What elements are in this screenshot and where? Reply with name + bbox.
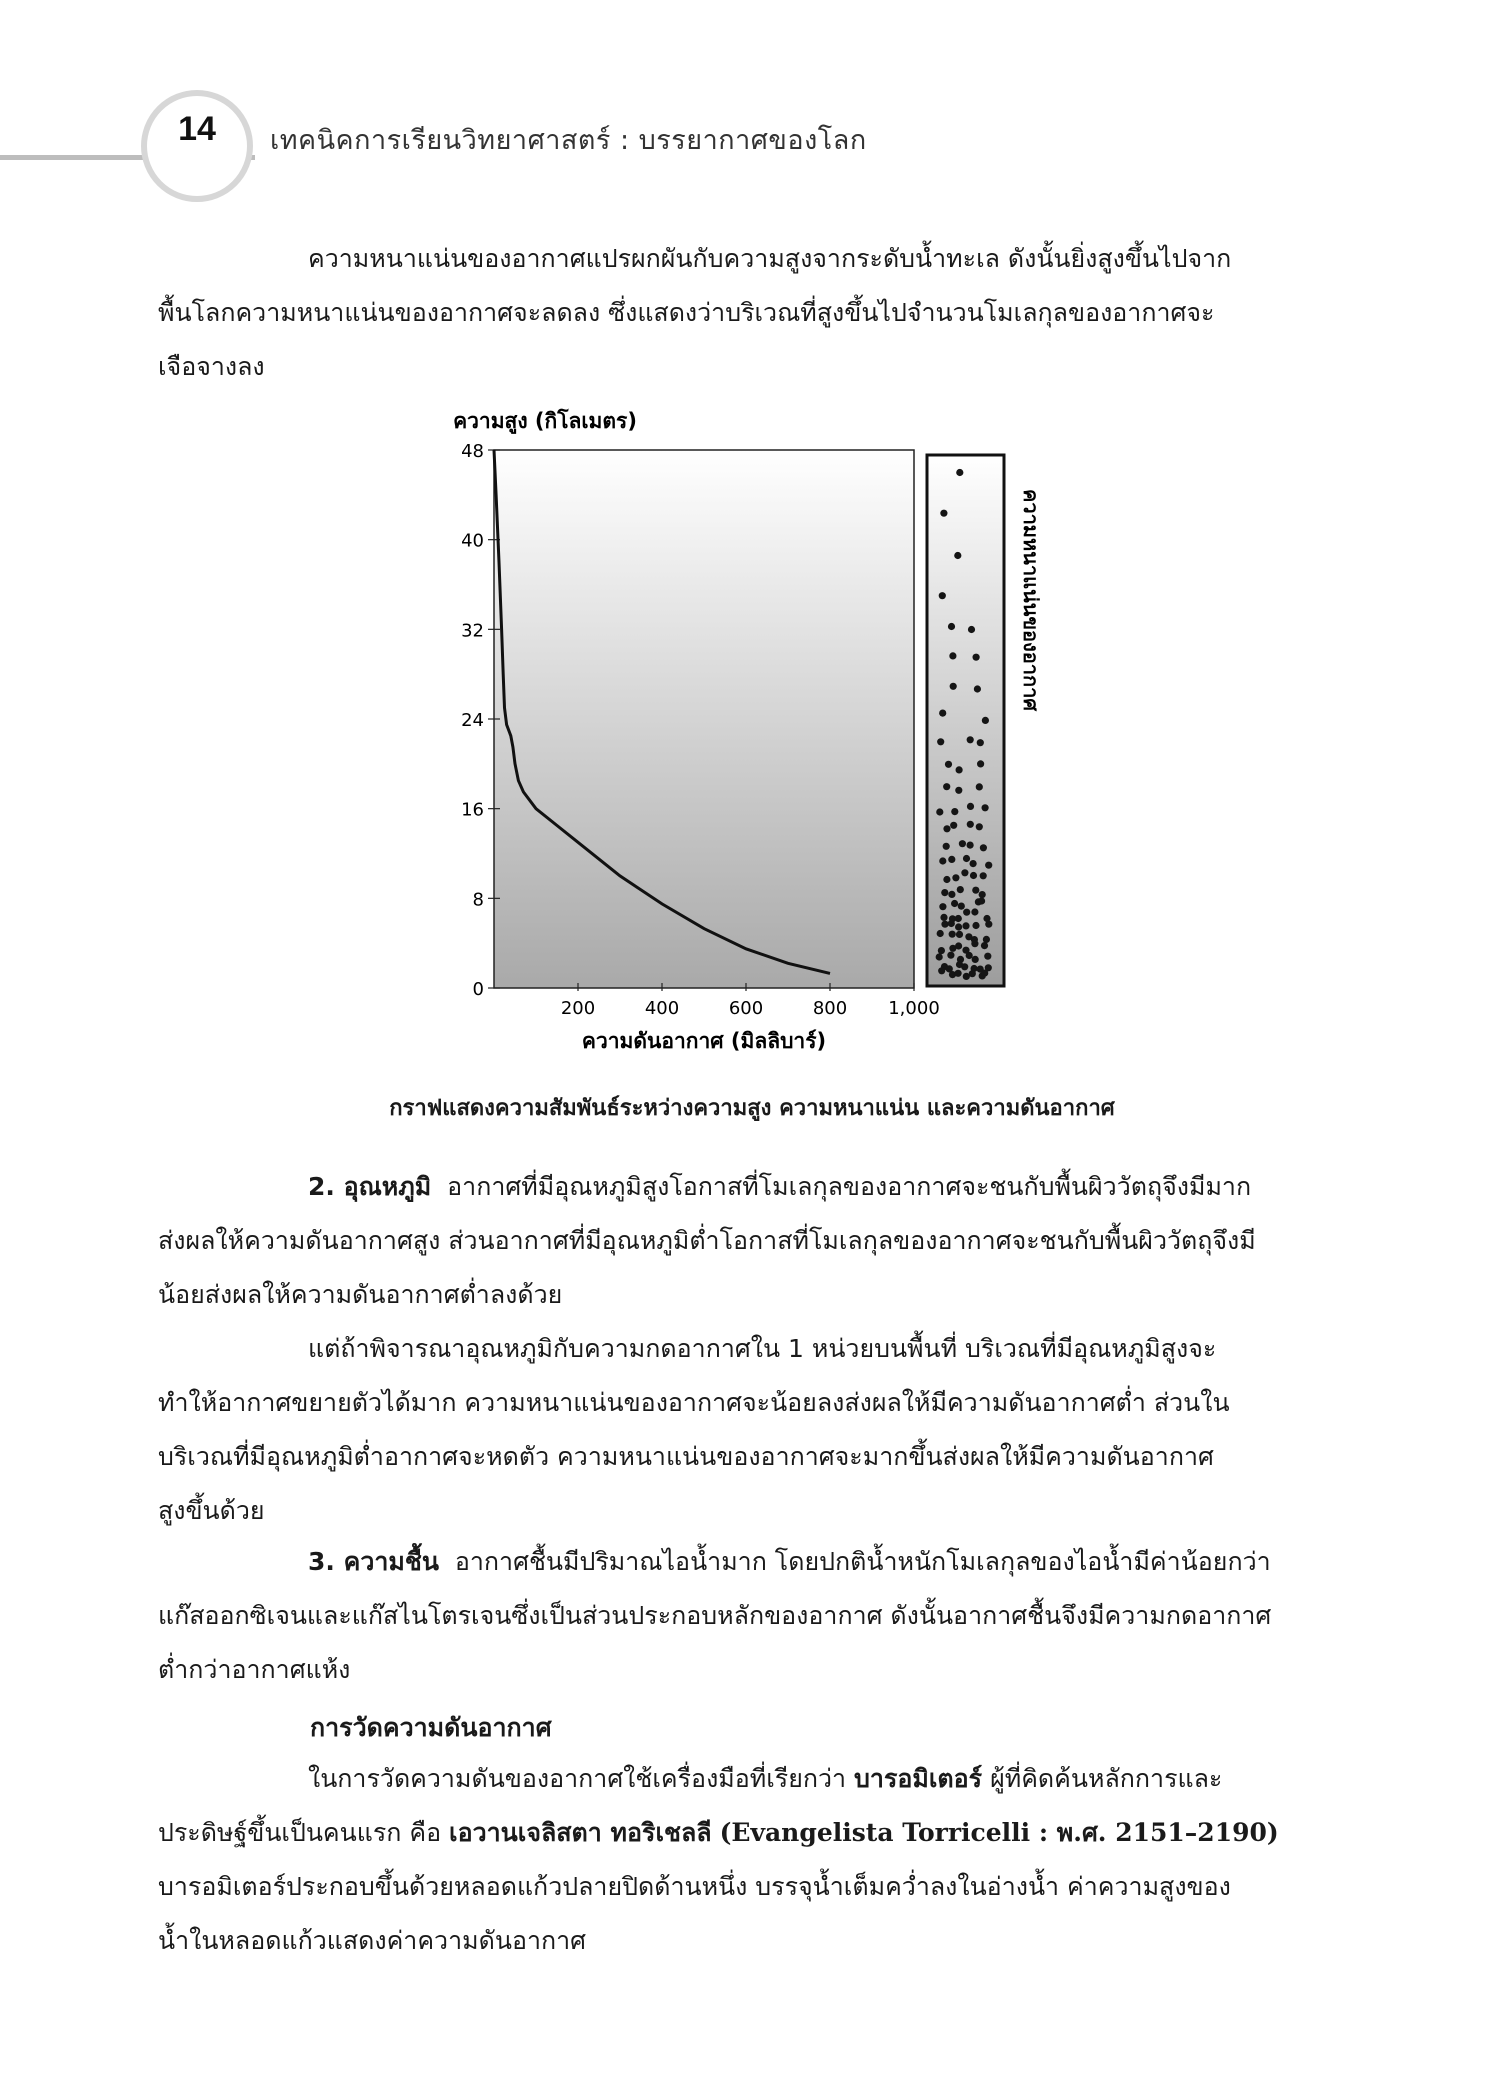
molecule-dot: [957, 886, 964, 893]
section-humidity-title: 3. ความชื้น: [308, 1547, 439, 1576]
section-temperature: [158, 1160, 1340, 1322]
molecule-dot: [961, 869, 968, 876]
molecule-dot: [974, 685, 981, 692]
molecule-dot: [938, 967, 945, 974]
plot-area: [494, 450, 914, 988]
molecule-dot: [963, 909, 970, 916]
molecule-dot: [956, 469, 963, 476]
molecule-dot: [947, 952, 954, 959]
section-humidity-line-2: แก๊สออกซิเจนและแก๊สไนโตรเจนซึ่งเป็นส่วนประกอบหลักของอากาศ ดังนั้นอากาศชื้นจึงมีความกดอากาศ: [158, 1601, 1272, 1630]
figure-caption: กราฟแสดงความสัมพันธ์ระหว่างความสูง ความหนาแน่น และความดันอากาศ: [389, 1096, 1115, 1121]
molecule-dot: [976, 823, 983, 830]
molecule-dot: [943, 825, 950, 832]
x-tick-label: 400: [644, 998, 680, 1019]
molecule-dot: [939, 592, 946, 599]
section-temperature-line-2: ส่งผลให้ความดันอากาศสูง ส่วนอากาศที่มีอุณหภูมิต่ำโอกาสที่โมเลกุลของอากาศจะชนกับพื้นผิววัตถุจึงมี: [158, 1226, 1256, 1255]
intro-line-2: พื้นโลกความหนาแน่นของอากาศจะลดลง ซึ่งแสดงว่าบริเวณที่สูงขึ้นไปจำนวนโมเลกุลของอากาศจะ: [158, 298, 1215, 327]
molecule-dot: [948, 920, 955, 927]
molecule-dot: [955, 915, 962, 922]
molecule-dot: [951, 808, 958, 815]
molecule-dot: [980, 872, 987, 879]
molecule-dot: [937, 930, 944, 937]
molecule-dot: [967, 803, 974, 810]
molecule-dot: [971, 908, 978, 915]
measure-paragraph: [158, 1752, 1340, 1968]
molecule-dot: [936, 953, 943, 960]
molecule-dot: [949, 652, 956, 659]
molecule-dot: [941, 921, 948, 928]
molecule-dot: [983, 936, 990, 943]
molecule-dot: [950, 683, 957, 690]
molecule-dot: [981, 942, 988, 949]
molecule-dot: [948, 623, 955, 630]
density-column: [927, 455, 1004, 986]
molecule-dot: [939, 710, 946, 717]
molecule-dot: [984, 953, 991, 960]
molecule-dot: [954, 552, 961, 559]
temp-p2-line-3: บริเวณที่มีอุณหภูมิต่ำอากาศจะหดตัว ความหนาแน่นของอากาศจะมากขึ้นส่งผลให้มีความดันอากาศ: [158, 1442, 1214, 1471]
temperature-paragraph-2: [158, 1322, 1340, 1538]
x-tick-label: 1,000: [888, 998, 940, 1019]
molecule-dot: [959, 840, 966, 847]
molecule-dot: [968, 626, 975, 633]
page-number: 14: [178, 110, 216, 148]
x-tick-label: 800: [812, 998, 848, 1019]
molecule-dot: [943, 843, 950, 850]
molecule-dot: [952, 874, 959, 881]
molecule-dot: [939, 903, 946, 910]
molecule-dot: [940, 914, 947, 921]
molecule-dot: [970, 872, 977, 879]
y-tick-label: 8: [472, 889, 484, 911]
y-tick-label: 48: [461, 441, 484, 462]
measure-line-1: ในการวัดความดันของอากาศใช้เครื่องมือที่เรียกว่า บารอมิเตอร์ ผู้ที่คิดค้นหลักการและ: [308, 1764, 1223, 1793]
x-tick-label: 600: [728, 998, 764, 1019]
section-temperature-line-3: น้อยส่งผลให้ความดันอากาศต่ำลงด้วย: [158, 1280, 563, 1309]
molecule-dot: [970, 860, 977, 867]
molecule-dot: [972, 887, 979, 894]
molecule-dot: [977, 739, 984, 746]
section-humidity-line-1: 3. ความชื้น อากาศชื้นมีปริมาณไอน้ำมาก โดยปกติน้ำหนักโมเลกุลของไอน้ำมีค่าน้อยกว่า: [308, 1547, 1271, 1576]
molecule-dot: [945, 761, 952, 768]
temp-p2-line-2: ทำให้อากาศขยายตัวได้มาก ความหนาแน่นของอากาศจะน้อยลงส่งผลให้มีความดันอากาศต่ำ ส่วนใน: [158, 1388, 1230, 1417]
molecule-dot: [967, 842, 974, 849]
molecule-dot: [976, 783, 983, 790]
intro-line-3: เจือจางลง: [158, 352, 265, 381]
molecule-dot: [951, 900, 958, 907]
measure-line-2: ประดิษฐ์ขึ้นเป็นคนแรก คือ เอวานเจลิสตา ทอริเชลลี (Evangelista Torricelli : พ.ศ. 2151–2190): [158, 1818, 1279, 1847]
molecule-dot: [955, 923, 962, 930]
molecule-dot: [949, 931, 956, 938]
x-tick-label: 200: [560, 998, 596, 1019]
molecule-dot: [972, 956, 979, 963]
molecule-dot: [943, 876, 950, 883]
molecule-dot: [938, 947, 945, 954]
molecule-dot: [971, 940, 978, 947]
measure-line-4: น้ำในหลอดแก้วแสดงค่าความดันอากาศ: [158, 1926, 587, 1955]
density-label: ความหนาแน่นของอากาศ: [1019, 488, 1043, 712]
molecule-dot: [941, 889, 948, 896]
molecule-dot: [966, 952, 973, 959]
molecule-dot: [937, 738, 944, 745]
y-tick-label: 24: [461, 710, 484, 731]
y-tick-label: 0: [472, 979, 484, 1000]
y-tick-label: 32: [461, 620, 484, 642]
y-tick-label: 16: [461, 799, 484, 821]
molecule-dot: [967, 821, 974, 828]
molecule-dot: [977, 760, 984, 767]
section-temperature-line-1: 2. อุณหภูมิ อากาศที่มีอุณหภูมิสูงโอกาสที่โมเลกุลของอากาศจะชนกับพื้นผิววัตถุจึงมีมาก: [308, 1172, 1252, 1201]
y-tick-label: 40: [461, 530, 484, 552]
molecule-dot: [981, 970, 988, 977]
molecule-dot: [969, 970, 976, 977]
molecule-dot: [962, 922, 969, 929]
section-humidity-line-3: ต่ำกว่าอากาศแห้ง: [158, 1655, 351, 1684]
molecule-dot: [939, 857, 946, 864]
molecule-dot: [950, 822, 957, 829]
molecule-dot: [948, 856, 955, 863]
molecule-dot: [982, 717, 989, 724]
molecule-dot: [985, 921, 992, 928]
molecule-dot: [948, 891, 955, 898]
molecule-dot: [963, 855, 970, 862]
running-title: เทคนิคการเรียนวิทยาศาสตร์ : บรรยากาศของโลก: [270, 125, 867, 156]
section-temperature-title: 2. อุณหภูมิ: [308, 1172, 432, 1201]
molecule-dot: [972, 922, 979, 929]
y-axis-label: ความสูง (กิโลเมตร): [453, 409, 637, 433]
molecule-dot: [936, 808, 943, 815]
molecule-dot: [958, 903, 965, 910]
temp-p2-line-1: แต่ถ้าพิจารณาอุณหภูมิกับความกดอากาศใน 1 หน่วยบนพื้นที่ บริเวณที่มีอุณหภูมิสูงจะ: [308, 1334, 1217, 1363]
measure-heading: การวัดความดันอากาศ: [310, 1713, 552, 1742]
molecule-dot: [956, 931, 963, 938]
molecule-dot: [943, 783, 950, 790]
x-axis-label: ความดันอากาศ (มิลลิบาร์): [581, 1029, 827, 1053]
molecule-dot: [940, 510, 947, 517]
molecule-dot: [982, 804, 989, 811]
molecule-dot: [973, 654, 980, 661]
molecule-dot: [955, 942, 962, 949]
molecule-dot: [985, 862, 992, 869]
section-humidity: [158, 1535, 1340, 1697]
temp-p2-line-4: สูงขึ้นด้วย: [158, 1496, 265, 1525]
molecule-dot: [979, 891, 986, 898]
measure-line-3: บารอมิเตอร์ประกอบขึ้นด้วยหลอดแก้วปลายปิดด้านหนึ่ง บรรจุน้ำเต็มคว่ำลงในอ่างน้ำ ค่าความสูงของ: [158, 1872, 1231, 1901]
molecule-dot: [961, 963, 968, 970]
molecule-dot: [956, 766, 963, 773]
molecule-dot: [978, 897, 985, 904]
molecule-dot: [955, 970, 962, 977]
intro-line-1: ความหนาแน่นของอากาศแปรผกผันกับความสูงจากระดับน้ำทะเล ดังนั้นยิ่งสูงขึ้นไปจาก: [308, 244, 1232, 273]
molecule-dot: [955, 787, 962, 794]
molecule-dot: [967, 736, 974, 743]
molecule-dot: [980, 844, 987, 851]
